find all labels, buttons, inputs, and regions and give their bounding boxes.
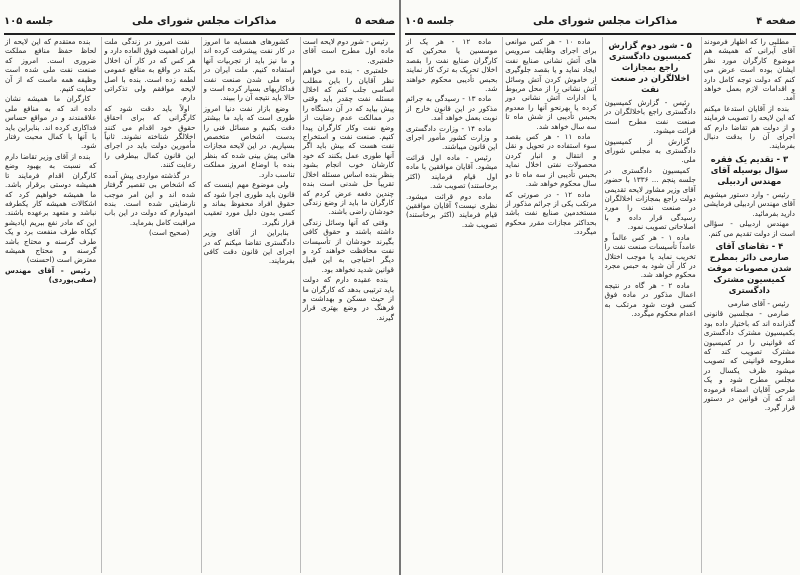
paragraph: نفت امروز در زندگی ملت ایران اهمیت فوق العاده دارد و هر کس که در کار آن اخلال بکند در واقع به منافع عمومی لطمه زده است. بنده با اصل لایحه موافقم ولی تذکراتی دارم. (104, 37, 196, 103)
paragraph: در گذشته مواردی پیش آمده که اشخاص بی تقصیر گرفتار شده اند و این امر موجب نارضایتی شده است. بنده امیدوارم که دولت در این باب مراقبت کامل بفرماید. (104, 170, 196, 227)
paragraph: ماده ۱۴ - وزارت دادگستری و وزارت کشور مأمور اجرای این قانون میباشند. (406, 123, 498, 152)
paragraph: بنابراین از آقای وزیر دادگستری تقاضا میکنم که در اجرای این قانون دقت کافی بفرمایند. (203, 228, 295, 266)
text-column (404, 37, 499, 573)
text-column (101, 37, 197, 573)
right-page (401, 0, 800, 575)
text-column (701, 37, 797, 573)
paragraph: (صحیح است) (148, 228, 190, 238)
paragraph: ماده ۲ - هر گاه در نتیجه اعمال مذکور در ماده فوق کسی فوت شود مرتکب به اعدام محکوم میگردد. (604, 280, 696, 318)
paragraph: رئیس - ماده اول قرائت میشود. آقایان موافقین با ماده اول قیام فرمایند (اکثر برخاستند) تصویب شد. (406, 152, 498, 191)
paragraph: کمیسیون دادگستری در جلسه پنجم ... ۱۳۳۶ با حضور آقای وزیر مشاور لایحه تقدیمی دولت راجع بمجازات اخلالگران در صنعت نفت را مورد رسیدگی قرار داده و با اصلاحاتی تصویب نمود. (604, 165, 696, 232)
paragraph: گزارش از کمیسیون دادگستری به مجلس شورای ملی. (604, 136, 696, 165)
publication-title: مذاکرات مجلس شورای ملی (131, 15, 277, 27)
right-page-header (405, 8, 796, 34)
text-column (602, 37, 698, 573)
paragraph: ماده ۱۲ - در صورتی که مرتکب یکی از جرائم مذکور از مستخدمین صنایع نفت باشد بحداکثر مجازات مقرر محکوم میگردد. (505, 189, 597, 237)
section-heading: ۴ - تقاضای آقای صارمی دائر بمطرح شدن مصوبات موقت کمیسیون مشترک دادگستری (707, 240, 792, 295)
paragraph: صارمی - مجلسین قانونی گذرانده اند که باختیار داده بود بکمیسیون مشترک دادگستری که قوانینی را در کمیسیون مشترک تصویب کند که مطروحه قوانینی که تصویب میشود ظرف یکسال در مجلس مطرح شود و یک طرحی آقایان امضاء فرموده اند که آن قوانین در دستور قرار گیرد. (703, 309, 795, 413)
page-number: صفحه ۵ (355, 15, 395, 27)
paragraph: وقتی که آنها وسائل زندگی داشته باشند و حقوق کافی بگیرند خودشان از تأسیسات نفت محافظت خواهند کرد و دیگر احتیاجی به این قبیل قوانین شدید نخواهد بود. (302, 217, 394, 274)
paragraph: ماده دوم قرائت میشود. نظری نیست؟ آقایان موافقین قیام فرمایند (اکثر برخاستند) تصویب شد. (406, 191, 498, 229)
paragraph: رئیس - وارد دستور میشویم آقای مهندس اردبیلی فرمایشی دارید بفرمائید. (703, 189, 795, 218)
publication-title: مذاکرات مجلس شورای ملی (532, 15, 678, 27)
paragraph: مطلبی را که اظهار فرمودند آقای آیرانی که همیشه هم موضوع کارگران مورد نظر ایشان بوده است عرض می کنم که دولت توجه کامل دارد و اقدامات لازم بعمل خواهد آمد. (703, 37, 795, 103)
session-number: جلسه ۱۰۵ (405, 15, 455, 27)
paragraph: رئیس - آقای صارمی (727, 298, 789, 308)
left-page-header (4, 8, 395, 34)
paragraph: ماده ۱۱ - هر کس بقصد سوء استفاده در تحویل و نقل و انتقال و انبار کردن محصولات نفتی اخلال نماید بحبس تأدیبی از سه ماه تا دو سال محکوم خواهد شد. (505, 132, 597, 189)
text-columns (404, 37, 797, 573)
section-heading: ۵ - شور دوم گزارش کمیسیون دادگستری راجع بمجازات اخلالگران در صنعت نفت (608, 40, 692, 94)
paragraph: وضع بازار نفت دنیا امروز طوری است که باید ما بیشتر دقت بکنیم و مسائل فنی را بدست اشخاص متخصص بسپاریم. در این لایحه مجازات هائی پیش بینی شده که بنظر بنده با اوضاع امروز مملکت تناسب دارد. (203, 103, 295, 179)
paragraph: بنده عقیده دارم که دولت باید ترتیبی بدهد که کارگران ما از حیث مسکن و بهداشت و فرهنگ در وضع بهتری قرار گیرند. (302, 275, 394, 322)
text-column (3, 37, 98, 573)
text-columns (3, 37, 396, 573)
header-rule (4, 33, 395, 35)
paragraph: رئیس - گزارش کمیسیون دادگستری راجع باخلالگران در صنعت نفت مطرح است قرائت میشود. (604, 98, 696, 136)
paragraph: کارگران ما همیشه نشان داده اند که به منافع ملی علاقمندند و در مواقع حساس فداکاری کرده اند. بنابراین باید با آنها با کمال محبت رفتار شود. (5, 94, 97, 151)
section-heading: ۳ - تقدیم یک فقره سؤال بوسیله آقای مهندس اردبیلی (710, 153, 789, 186)
paragraph: اولاً باید دقت شود که کارگرانی که برای احقاق حقوق خود اقدام می کنند اخلالگر شناخته نشوند. ثانیاً مأمورین دولت باید در اجرای این قانون کمال بیطرفی را رعایت کنند. (104, 103, 196, 170)
session-number: جلسه ۱۰۵ (4, 15, 54, 27)
paragraph: بنده معتقدم که این لایحه از لحاظ حفظ منافع مملکت ضروری است. امروز که صنعت نفت ملی شده است وظیفه همه ماست که از آن حمایت کنیم. (5, 37, 97, 94)
paragraph: خلعتبری - بنده می خواهم نظر آقایان را باین مطلب اساسی جلب کنم که اخلال مسئله نفت چقدر باید وقتی پیش بیاید که در آن دستگاه را در ممالکت عدم رضایت از وضع نفت وکار کارگران پیدا کنیم. صنعت نفت و استخراج نفت هست که بیش باید اگر آنها طوری عمل بکنند که خود کارشان خوب انجام بشود بنظر بنده اساس مسئله اخلال تقریباً حل شدنی است بنده چندین دفعه عرض کردم که کارگران ما باید از وضع زندگی خودشان راضی باشند. (302, 66, 394, 217)
paragraph: مهندس اردبیلی - سؤالی است از دولت تقدیم می کنم. (703, 219, 795, 238)
paragraph: کشورهای همسایه ما امروز در کار نفت پیشرفت کرده اند و ما نیز باید از تجربیات آنها استفاده کنیم. ملت ایران در راه ملی شدن صنعت نفت فداکاریهای بسیار کرده است و حالا باید نتیجه آن را ببیند. (203, 37, 295, 103)
text-column (300, 37, 396, 573)
paragraph: رئیس - آقای مهندس (صفی‌پوردی) (5, 265, 97, 285)
text-column (502, 37, 598, 573)
paragraph: ماده ۱۳ - رسیدگی به جرائم مذکور در این قانون خارج از نوبت بعمل خواهد آمد. (406, 94, 498, 123)
paragraph: رئیس - شور دوم لایحه است ماده اول مطرح است آقای خلعتبری. (302, 37, 394, 65)
page-number: صفحه ۴ (756, 15, 796, 27)
header-rule (405, 33, 796, 35)
paragraph: بنده از آقایان استدعا میکنم که این لایحه را تصویب فرمایند و از دولت هم تقاضا دارم که اجرای آن را بدقت دنبال بفرمایند. (703, 103, 795, 151)
paragraph: ماده ۱ - هر کس عالماً و عامداً تأسیسات صنعت نفت را تخریب نماید یا موجب اختلال در کار آن شود به حبس مجرد محکوم خواهد شد. (604, 232, 696, 280)
paragraph: بنده از آقای وزیر تقاضا دارم که نسبت به بهبود وضع کارگران اقدام فرمایند تا همیشه دوستی برقرار باشد. ما همیشه خواهیم کرد که اشکالات همیشه کار یکطرفه نباشد و متعهد برعهده باشند. این که مادر نفع ببریم ایادیشو کیکاه طرف منفعت برد و یک طرف گرسنه و محتاج باشد گرسنه و محتاج همیشه معترض است (احسنت) (5, 151, 97, 265)
paragraph: ماده ۱۲ - هر یک از موسسین یا محرکین که کارگران صنایع نفت را بقصد اخلال تحریک به ترک کار نمایند بحبس تأدیبی محکوم خواهند شد. (406, 37, 498, 94)
paragraph: ماده ۱۰ - هر کس موانعی برای اجرای وظایف سرویس های آتش نشانی صنایع نفت ایجاد نماید و یا بقصد جلوگیری از خاموش کردن آتش وسائل آتش نشانی را از محل مربوط یا ادارات آتش نشانی دور کرده یا بهرنحو آنها را معدوم بحبس تأدیبی از شش ماه تا سه سال خواهد شد. (505, 37, 597, 131)
left-page (0, 0, 399, 575)
text-column (201, 37, 297, 573)
paragraph: ولی موضوع مهم اینست که قانون باید طوری اجرا شود که حقوق افراد محفوظ بماند و کسی بدون دلیل مورد تعقیب قرار نگیرد. (203, 180, 295, 227)
